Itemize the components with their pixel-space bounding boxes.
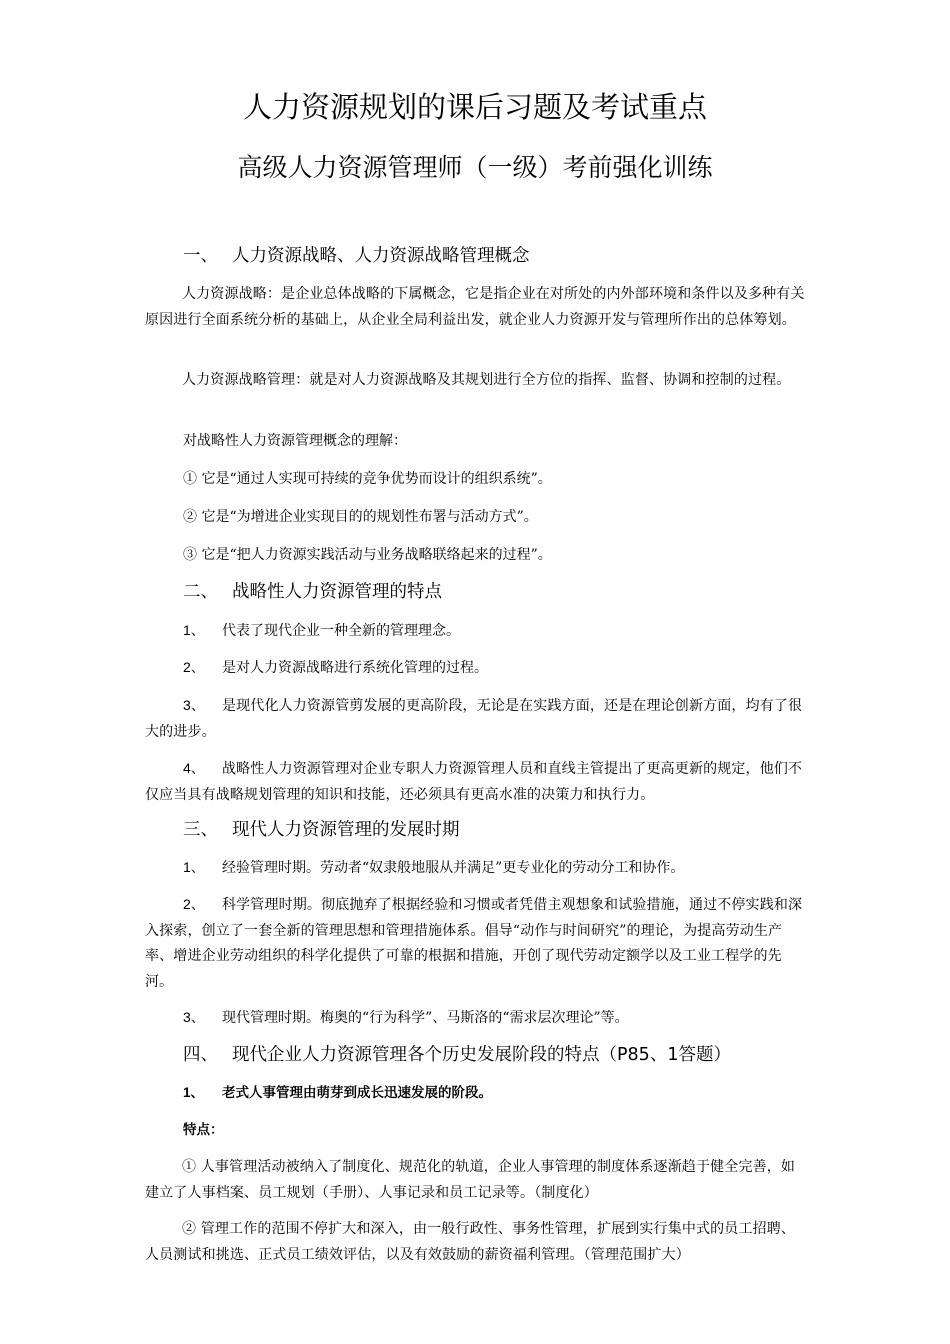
section-2-number: 二、 [183,582,218,602]
s4-feature-1: ① 人事管理活动被纳入了制度化、规范化的轨道，企业人事管理的制度体系逐渐趋于健全完善，如建立了人事档案、员工规划（手册）、人事记录和员工记录等。（制度化） [145,1159,796,1201]
s2-item-4-number: 4、 [183,760,206,776]
s2-item-3-number: 3、 [183,697,206,713]
s2-list-item [183,618,805,645]
s4-feature-2: ② 管理工作的范围不停扩大和深入，由一般行政性、事务性管理，扩展到实行集中式的员工招聘、人员测试和挑选、正式员工绩效评估，以及有效鼓励的薪资福利管理。（管理范围扩大） [145,1221,796,1263]
section-3-number: 三、 [183,820,218,840]
section-1-heading [183,244,530,268]
s3-item-2-text: 科学管理时期。彻底抛弃了根据经验和习惯或者凭借主观想象和试验措施，通过不停实践和深入探索，创立了一套全新的管理思想和管理措施体系。倡导“动作与时间研究”的理论，为提高劳动生产率、增进企业劳动组织的科学化提供了可靠的根据和措施，开创了现代劳动定额学以及工业工程学的先河。 [145,897,803,990]
s2-item-2-text: 是对人力资源战略进行系统化管理的过程。 [222,660,488,676]
s2-list-item [183,655,805,682]
s4-stage-heading [183,1080,805,1107]
s3-item-3-number: 3、 [183,1009,205,1025]
s3-item-1-number: 1、 [183,859,205,875]
s3-item-3-text: 现代管理时期。梅奥的“行为科学”、马斯洛的“需求层次理论”等。 [222,1010,629,1026]
s2-item-3-text: 是现代化人力资源管剪发展的更高阶段，无论是在实践方面，还是在理论创新方面，均有了很大的进步。 [145,698,803,740]
s1-paragraph-3: 对战略性人力资源管理概念的理解： [183,433,407,449]
s1-paragraph-2: 人力资源战略管理：就是对人力资源战略及其规划进行全方位的指挥、监督、协调和控制的过程。 [182,372,791,388]
s1-circle-item-1: ① 它是“通过人实现可持续的竞争优势而设计的组织系统”。 [183,471,552,487]
s2-list-item [145,756,805,808]
section-3-title: 现代人力资源管理的发展时期 [232,820,460,840]
s3-item-1-text: 经验管理时期。劳动者“奴隶般地服从并满足”更专业化的劳动分工和协作。 [222,860,685,876]
s3-item-2-number: 2、 [183,896,206,912]
s1-paragraph-1: 人力资源战略：是企业总体战略的下属概念，它是指企业在对所处的内外部环境和条件以及多种有关原因进行全面系统分析的基础上，从企业全局利益出发，就企业人力资源开发与管理所作出的总体筹划。 [145,286,805,328]
s2-list-item [145,693,805,745]
section-1-number: 一、 [183,246,218,266]
section-2-heading [183,580,442,604]
document-subtitle: 高级人力资源管理师（一级）考前强化训练 [237,153,713,182]
s4-stage-1-text: 老式人事管理由萌芽到成长迅速发展的阶段。 [222,1085,492,1101]
section-1-title: 人力资源战略、人力资源战略管理概念 [232,246,530,266]
s2-item-1-text: 代表了现代企业一种全新的管理理念。 [222,623,460,639]
section-4-title: 现代企业人力资源管理各个历史发展阶段的特点（P85、1答题） [232,1045,731,1065]
document-title: 人力资源规划的课后习题及考试重点 [242,90,707,124]
section-4-number: 四、 [183,1045,218,1065]
s4-stage-1-number: 1、 [183,1085,205,1100]
s2-item-4-text: 战略性人力资源管理对企业专职人力资源管理人员和直线主管提出了更高更新的规定，他们不仅应当具有战略规划管理的知识和技能，还必须具有更高水准的决策力和执行力。 [145,761,803,803]
s1-circle-item-3: ③ 它是“把人力资源实践活动与业务战略联络起来的过程”。 [183,547,552,563]
s2-item-1-number: 1、 [183,622,205,638]
s4-features-label: 特点： [183,1122,224,1138]
section-3-heading [183,818,460,842]
section-2-title: 战略性人力资源管理的特点 [232,582,442,602]
s2-item-2-number: 2、 [183,659,205,675]
s3-list-item [183,1005,805,1032]
section-4-heading [183,1043,731,1067]
s3-list-item [183,855,805,882]
s1-circle-item-2: ② 它是“为增进企业实现目的的规划性布署与活动方式”。 [183,509,538,525]
s3-list-item [145,892,805,995]
